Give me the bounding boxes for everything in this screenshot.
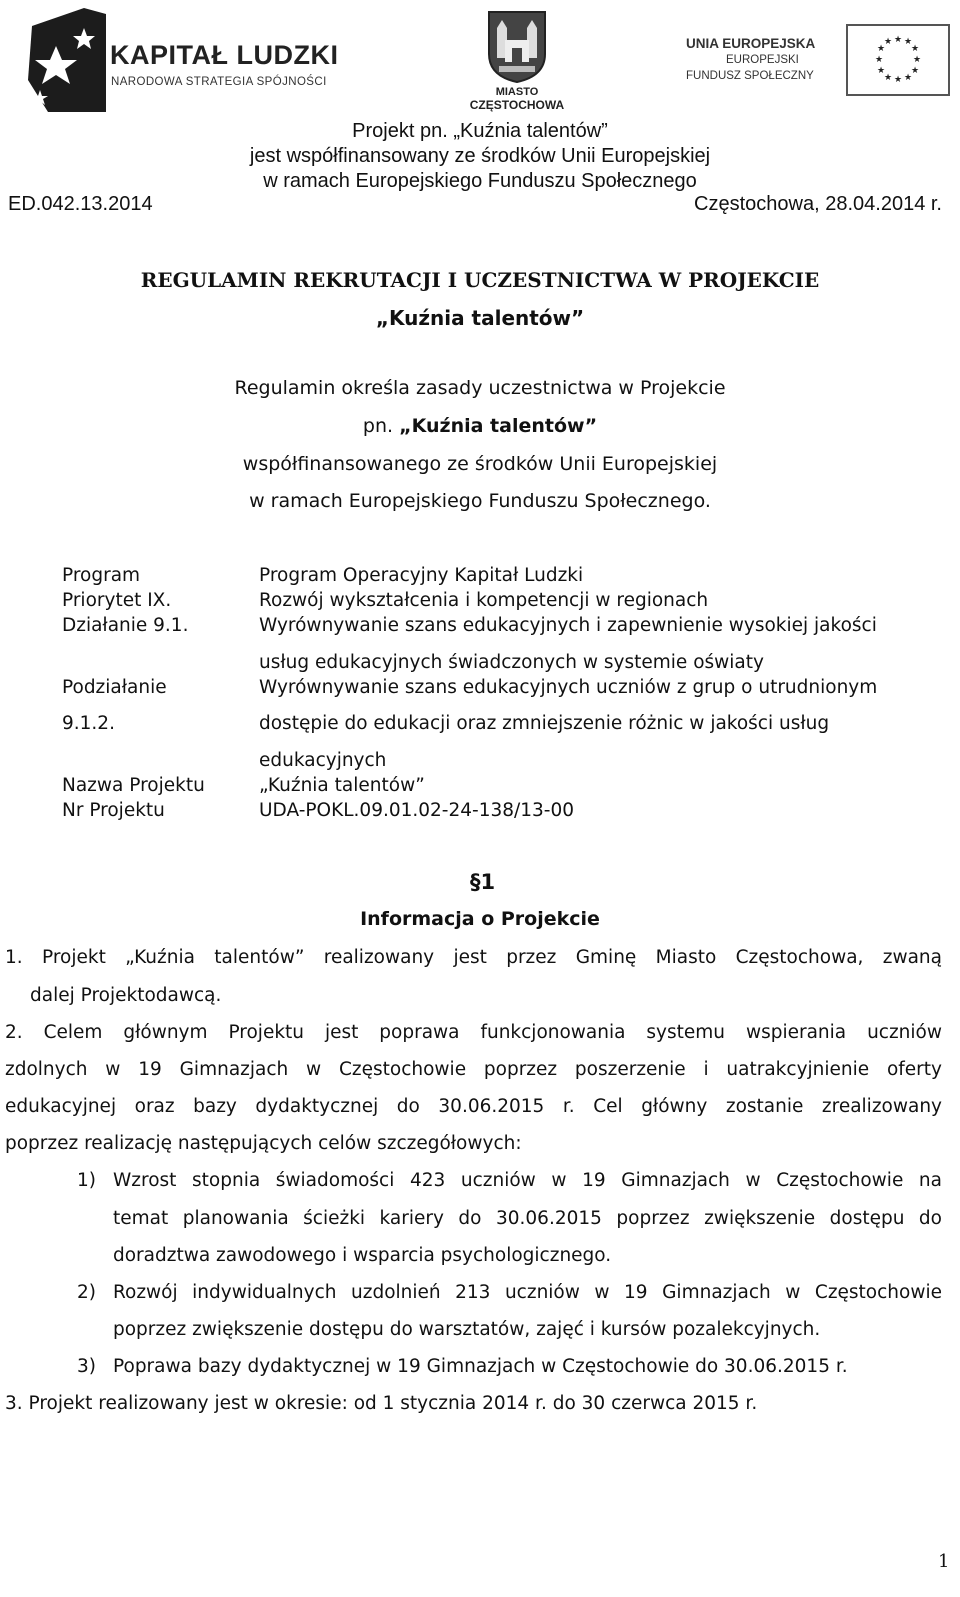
header-line3: w ramach Europejskiego Funduszu Społecznego (263, 170, 697, 192)
subaction-label-line2: 9.1.2. (62, 713, 115, 734)
kapital-ludzki-title: KAPITAŁ LUDZKI (110, 40, 339, 70)
header-line1: Projekt pn. „Kuźnia talentów” (352, 120, 608, 142)
svg-text:★: ★ (912, 55, 922, 65)
eu-logo (686, 24, 952, 100)
regulation-title: REGULAMIN REKRUTACJI I UCZESTNICTWA W PROJEKCIE (140, 268, 820, 292)
eu-line3: FUNDUSZ SPOŁECZNY (686, 70, 814, 82)
czestochowa-logo (457, 6, 577, 112)
goal1-line1: Wzrost stopnia świadomości 423 uczniów w 19 Gimnazjach w Częstochowie na (113, 1170, 942, 1191)
project-number-label: Nr Projektu (62, 800, 165, 821)
paragraph2-line4: poprzez realizację następujących celów szczegółowych: (5, 1133, 522, 1154)
section-title: Informacja o Projekcie (360, 908, 600, 930)
goal1-line3: doradztwa zawodowego i wsparcia psychologicznego. (113, 1245, 612, 1266)
city-coat-of-arms-icon (487, 10, 547, 84)
project-name-value: „Kuźnia talentów” (259, 775, 425, 796)
subaction-value-line2: dostępie do edukacji oraz zmniejszenie różnic w jakości usług (259, 713, 830, 734)
kapital-ludzki-emblem-icon (26, 6, 106, 112)
program-value: Program Operacyjny Kapitał Ludzki (259, 565, 584, 586)
svg-text:★: ★ (903, 37, 913, 47)
header-line2: jest współfinansowany ze środków Unii Europejskiej (249, 145, 711, 167)
goal2-line1: Rozwój indywidualnych uzdolnień 213 uczniów w 19 Gimnazjach w Częstochowie (113, 1282, 942, 1303)
subaction-label-line1: Podziałanie (62, 677, 167, 698)
project-number-value: UDA-POKL.09.01.02-24-138/13-00 (259, 800, 574, 821)
eu-stars-icon (848, 26, 948, 94)
paragraph3: 3. Projekt realizowany jest w okresie: od 1 stycznia 2014 r. do 30 czerwca 2015 r. (5, 1393, 758, 1414)
goal3-line1: Poprawa bazy dydaktycznej w 19 Gimnazjach w Częstochowie do 30.06.2015 r. (113, 1356, 848, 1377)
kapital-ludzki-subtitle: NARODOWA STRATEGIA SPÓJNOŚCI (111, 76, 327, 88)
document-reference: ED.042.13.2014 (8, 193, 153, 215)
page-number: 1 (938, 1551, 950, 1572)
project-name-label: Nazwa Projektu (62, 775, 205, 796)
priority-label: Priorytet IX. (62, 590, 172, 611)
city-name-line1: MIASTO (495, 86, 539, 98)
subaction-value-line3: edukacyjnych (259, 750, 387, 771)
svg-text:★: ★ (876, 66, 886, 76)
svg-text:★: ★ (893, 75, 903, 85)
svg-text:★: ★ (883, 37, 893, 47)
svg-text:★: ★ (883, 73, 893, 83)
eu-flag (846, 24, 950, 96)
document-date: Częstochowa, 28.04.2014 r. (694, 193, 942, 215)
eu-line2: EUROPEJSKI (726, 54, 799, 66)
goal2-number: 2) (77, 1282, 96, 1303)
intro-line4: w ramach Europejskiego Funduszu Społecznego. (249, 490, 711, 512)
svg-text:★: ★ (903, 73, 913, 83)
project-name-title: „Kuźnia talentów” (375, 306, 585, 330)
intro-line1: Regulamin określa zasady uczestnictwa w Projekcie (234, 377, 726, 399)
city-name-line2: CZĘSTOCHOWA (469, 98, 565, 112)
svg-text:★: ★ (874, 55, 884, 65)
action-label: Działanie 9.1. (62, 615, 189, 636)
priority-value: Rozwój wykształcenia i kompetencji w regionach (259, 590, 709, 611)
goal1-number: 1) (77, 1170, 96, 1191)
eu-logo-text (686, 36, 815, 84)
intro-project-name: „Kuźnia talentów” (399, 415, 598, 437)
kapital-ludzki-logo (26, 6, 366, 112)
eu-line1: UNIA EUROPEJSKA (686, 36, 816, 51)
svg-text:★: ★ (910, 66, 920, 76)
action-value-line2: usług edukacyjnych świadczonych w systemie oświaty (259, 652, 764, 673)
paragraph2-line3: edukacyjnej oraz bazy dydaktycznej do 30.06.2015 r. Cel główny zostanie zrealizowany (5, 1096, 942, 1117)
goal2-line2: poprzez zwiększenie dostępu do warsztatów, zajęć i kursów pozalekcyjnych. (113, 1319, 821, 1340)
paragraph2-line2: zdolnych w 19 Gimnazjach w Częstochowie poprzez poszerzenie i uatrakcyjnienie oferty (5, 1059, 942, 1080)
paragraph1-line2: dalej Projektodawcą. (30, 985, 222, 1006)
intro-line2-prefix: pn. (362, 415, 400, 437)
svg-text:★: ★ (910, 44, 920, 54)
svg-text:★: ★ (876, 44, 886, 54)
program-label: Program (62, 565, 141, 586)
goal1-line2: temat planowania ścieżki kariery do 30.06.2015 poprzez zwiększenie dostępu do (113, 1208, 942, 1229)
paragraph2-line1: 2. Celem głównym Projektu jest poprawa funkcjonowania systemu wspierania uczniów (5, 1022, 942, 1043)
action-value-line1: Wyrównywanie szans edukacyjnych i zapewnienie wysokiej jakości (259, 615, 877, 636)
intro-line2 (0, 415, 960, 437)
paragraph1-line1: 1. Projekt „Kuźnia talentów” realizowany jest przez Gminę Miasto Częstochowa, zwaną (5, 947, 942, 968)
svg-text:★: ★ (893, 35, 903, 45)
subaction-value-line1: Wyrównywanie szans edukacyjnych uczniów z grup o utrudnionym (259, 677, 878, 698)
goal3-number: 3) (77, 1356, 96, 1377)
section-number: §1 (470, 870, 496, 894)
intro-line3: współfinansowanego ze środków Unii Europejskiej (242, 453, 718, 475)
